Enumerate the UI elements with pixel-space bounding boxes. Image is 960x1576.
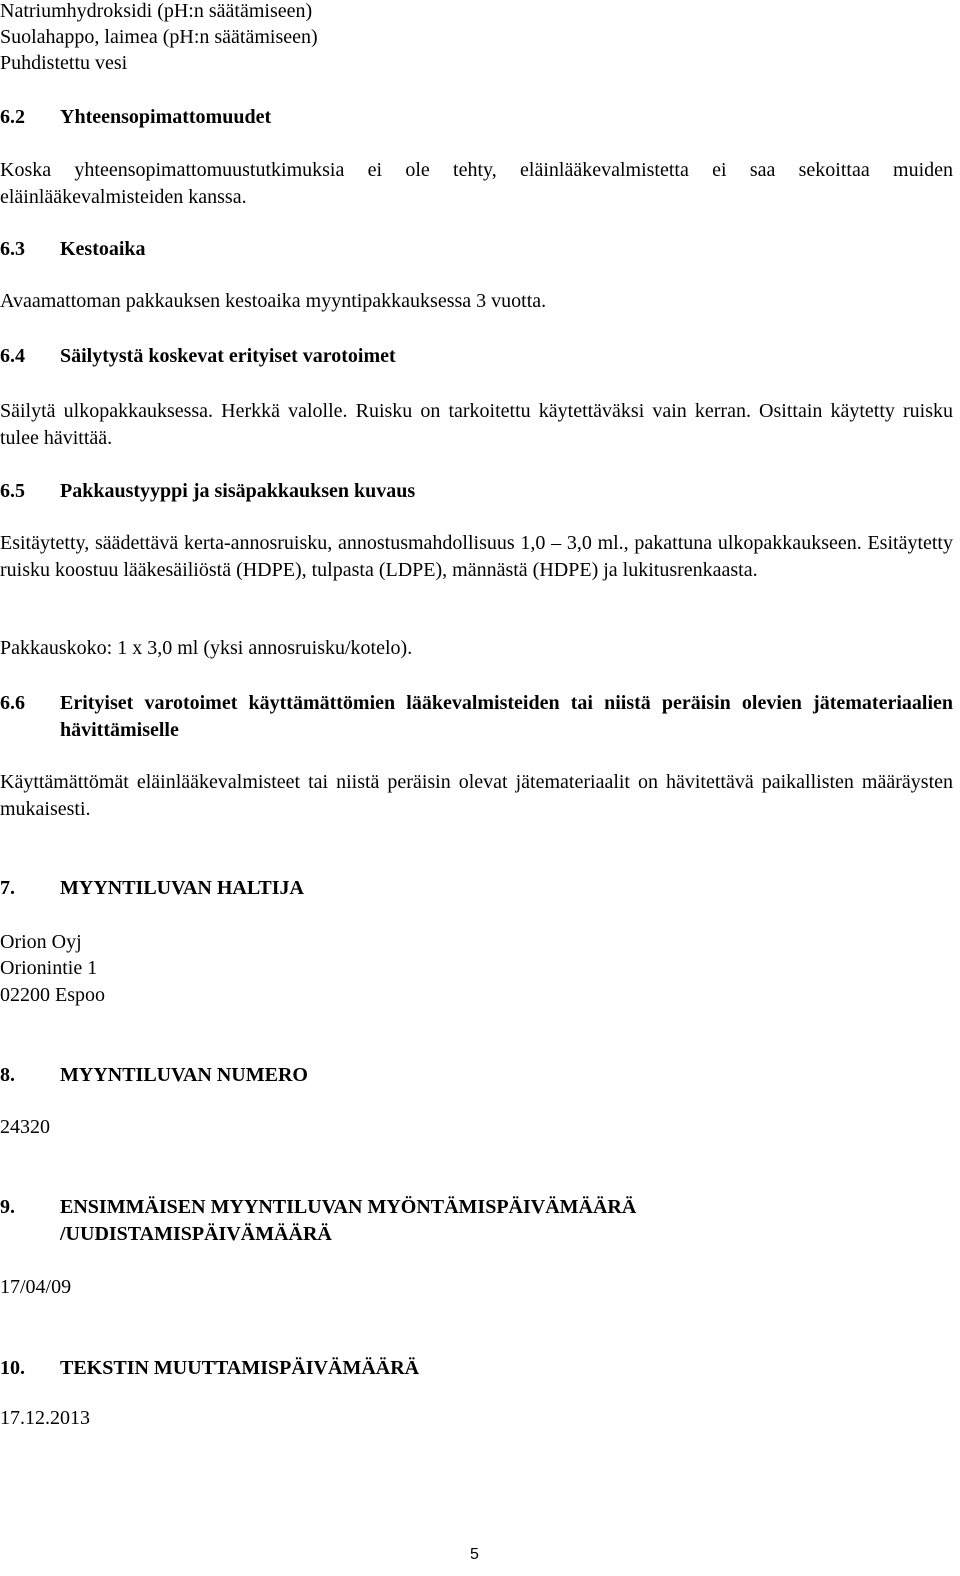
section-number: 6.4 bbox=[0, 345, 25, 367]
holder-city: 02200 Espoo bbox=[0, 984, 105, 1006]
ingredient-line-1: Natriumhydroksidi (pH:n säätämiseen) bbox=[0, 0, 313, 22]
section-6-4-text: Säilytä ulkopakkauksessa. Herkkä valolle. Ruisku on tarkoitettu käytettäväksi vain kerran. Osittain käytetty ruisku tulee hävittää. bbox=[0, 400, 953, 449]
section-number: 10. bbox=[0, 1357, 25, 1379]
section-6-5-heading bbox=[0, 478, 415, 505]
ingredient-line-3: Puhdistettu vesi bbox=[0, 52, 128, 74]
section-number: 6.3 bbox=[0, 238, 25, 260]
section-8-heading bbox=[0, 1062, 308, 1089]
section-title: Yhteensopimattomuudet bbox=[60, 106, 272, 128]
section-6-2-text: Koska yhteensopimattomuustutkimuksia ei ole tehty, eläinlääkevalmistetta ei saa sekoittaa muiden eläinlääkevalmisteiden kanssa. bbox=[0, 159, 953, 208]
section-6-2-heading bbox=[0, 104, 271, 131]
page-number: 5 bbox=[470, 1546, 479, 1563]
revision-date: 17.12.2013 bbox=[0, 1407, 90, 1429]
ingredient-line-2: Suolahappo, laimea (pH:n säätämiseen) bbox=[0, 26, 318, 48]
holder-street: Orionintie 1 bbox=[0, 957, 98, 979]
section-9-number bbox=[0, 1194, 60, 1221]
holder-name: Orion Oyj bbox=[0, 931, 82, 953]
section-title: Kestoaika bbox=[60, 238, 146, 260]
section-6-5-package-size: Pakkauskoko: 1 x 3,0 ml (yksi annosruisku/kotelo). bbox=[0, 637, 413, 659]
section-10-heading bbox=[0, 1355, 419, 1382]
section-9-title: ENSIMMÄISEN MYYNTILUVAN MYÖNTÄMISPÄIVÄMÄÄRÄ /UUDISTAMISPÄIVÄMÄÄRÄ bbox=[60, 1196, 637, 1245]
section-number: 9. bbox=[0, 1196, 15, 1218]
section-title: MYYNTILUVAN HALTIJA bbox=[60, 877, 304, 899]
authorisation-number: 24320 bbox=[0, 1116, 50, 1138]
section-title: TEKSTIN MUUTTAMISPÄIVÄMÄÄRÄ bbox=[60, 1357, 420, 1379]
section-number: 6.2 bbox=[0, 106, 25, 128]
section-6-6-title: Erityiset varotoimet käyttämättömien lääkevalmisteiden tai niistä peräisin olevien jätemateriaalien hävittämiselle bbox=[60, 692, 953, 741]
section-7-heading bbox=[0, 875, 304, 902]
section-6-6-text: Käyttämättömät eläinlääkevalmisteet tai niistä peräisin olevat jätemateriaalit on hävitettävä paikallisten määräysten mukaisesti. bbox=[0, 771, 953, 820]
section-title: MYYNTILUVAN NUMERO bbox=[60, 1064, 308, 1086]
section-6-3-heading bbox=[0, 236, 146, 263]
section-6-4-heading bbox=[0, 343, 396, 370]
section-number: 7. bbox=[0, 877, 15, 899]
section-number: 6.6 bbox=[0, 692, 25, 714]
section-number: 6.5 bbox=[0, 480, 25, 502]
section-6-3-text: Avaamattoman pakkauksen kestoaika myyntipakkauksessa 3 vuotta. bbox=[0, 290, 547, 312]
section-title: Säilytystä koskevat erityiset varotoimet bbox=[60, 345, 396, 367]
section-6-5-text: Esitäytetty, säädettävä kerta-annosruisku, annostusmahdollisuus 1,0 – 3,0 ml., pakattuna ulkopakkaukseen. Esitäytetty ruisku koostuu lääkesäiliöstä (HDPE), tulpasta (LDPE), männästä (HDPE) ja lukitusrenkaasta. bbox=[0, 532, 953, 581]
section-6-6-number bbox=[0, 690, 60, 717]
section-number: 8. bbox=[0, 1064, 15, 1086]
section-title: Pakkaustyyppi ja sisäpakkauksen kuvaus bbox=[60, 480, 416, 502]
authorisation-date: 17/04/09 bbox=[0, 1276, 72, 1298]
